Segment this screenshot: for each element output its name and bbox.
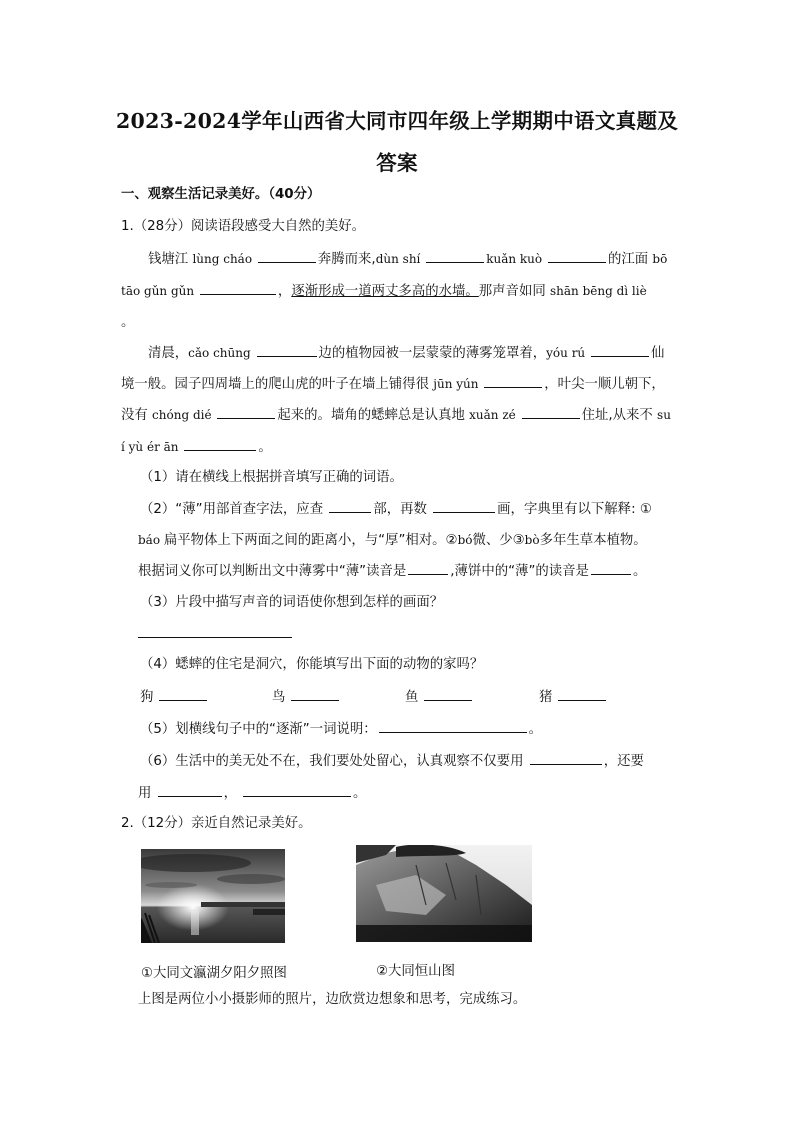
q1-sub5: （5）划横线句子中的“逐渐”一词说明： 。 (140, 722, 543, 737)
mountain-photo (356, 845, 532, 942)
doc-title-line1: 2023-2024学年山西省大同市四年级上学期期中语文真题及 (115, 109, 679, 133)
answer-line[interactable] (138, 637, 292, 638)
section-heading: 一、观察生活记录美好。（40分） (121, 187, 321, 202)
q1-sub1: （1）请在横线上根据拼音填写正确的词语。 (140, 470, 403, 485)
q1-sub3: （3）片段中描写声音的词语使你想到怎样的画面？ (140, 595, 444, 610)
q1-sub6-line1: （6）生活中的美无处不在，我们要处处留心，认真观察不仅要用 ，还要 (140, 754, 644, 769)
animal-pig: 猪 (539, 688, 608, 707)
q2-heading: 2.（12分）亲近自然记录美好。 (121, 816, 312, 831)
p1-line1: 钱塘江 lùng cháo 奔腾而来,dùn shí kuǎn kuò 的江面 bō (148, 252, 668, 267)
q2-description: 上图是两位小小摄影师的照片，边欣赏边想象和思考，完成练习。 (138, 992, 527, 1007)
q1-heading: 1.（28分）阅读语段感受大自然的美好。 (121, 219, 366, 234)
animal-homes-row: 狗 (140, 688, 209, 707)
underlined-sentence: 逐渐形成一道两丈多高的水墙。 (291, 284, 479, 299)
lake-sunset-photo (141, 849, 285, 943)
doc-title-line2: 答案 (376, 151, 418, 175)
p1-line2: tāo gǔn gǔn ，逐渐形成一道两丈多高的水墙。那声音如同 shān bēng dì liè (121, 284, 647, 299)
p1-line3: 。 (121, 315, 135, 330)
animal-bird: 鸟 (272, 688, 341, 707)
p2-line3: 没有 chóng dié 起来的。墙角的蟋蟀总是认真地 xuǎn zé 住址,从来不 su (121, 408, 671, 423)
q1-sub2-line1: （2）“薄”用部首查字法，应查 部，再数 画，字典里有以下解释: ① (140, 502, 652, 517)
q1-sub2-line2: báo 扁平物体上下两面之间的距离小，与“厚”相对。②bó微、少③bò多年生草本植物。 (138, 533, 647, 548)
p2-line2: 境一般。园子四周墙上的爬山虎的叶子在墙上铺得很 jūn yún ，叶尖一顺儿朝下， (121, 377, 665, 392)
photo1-caption: ①大同文瀛湖夕阳夕照图 (141, 966, 287, 981)
q1-sub6-line2: 用 ， 。 (138, 786, 367, 801)
photo2-caption: ②大同恒山图 (376, 964, 455, 979)
p2-line4: í yù ér ān 。 (121, 440, 272, 455)
p2-line1: 清晨，cǎo chūng 边的植物园被一层蒙蒙的薄雾笼罩着，yóu rú 仙 (148, 346, 665, 361)
q1-sub4: （4）蟋蟀的住宅是洞穴，你能填写出下面的动物的家吗？ (140, 657, 484, 672)
q1-sub2-line3: 根据词义你可以判断出文中薄雾中“薄”读音是 ,薄饼中的“薄”的读音是 。 (138, 564, 647, 579)
animal-fish: 鱼 (405, 688, 474, 707)
